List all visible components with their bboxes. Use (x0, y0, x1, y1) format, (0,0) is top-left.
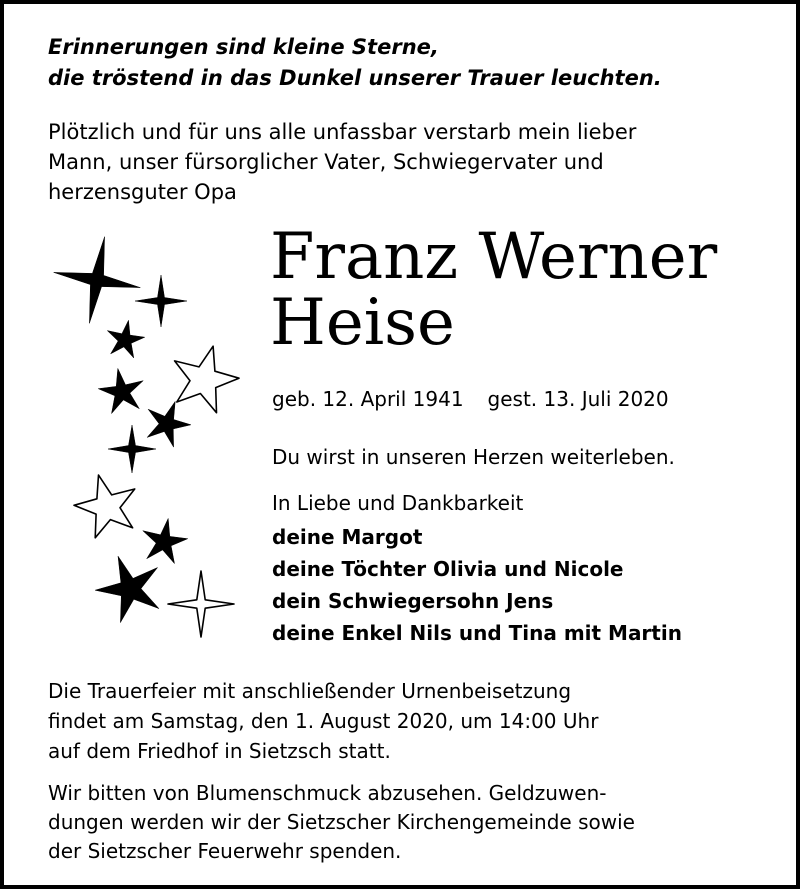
filled-star-icon (98, 368, 143, 413)
filled-star-icon (135, 275, 187, 327)
mourner-name: deine Margot (272, 525, 423, 549)
donation-line-2: dungen werden wir der Sietzscher Kirchengemeinde sowie (48, 810, 635, 834)
death-announcement (48, 117, 636, 207)
announcement-line-3: herzensguter Opa (48, 180, 237, 204)
memorial-motto: Du wirst in unseren Herzen weiterleben. (272, 445, 675, 469)
deceased-surname: Heise (270, 286, 455, 360)
funeral-details (48, 676, 598, 766)
donation-request (48, 779, 635, 866)
announcement-line-1: Plötzlich und für uns alle unfassbar verstarb mein lieber (48, 120, 637, 144)
donation-line-3: der Sietzscher Feuerwehr spenden. (48, 839, 402, 863)
filled-star-icon (143, 518, 188, 563)
mourner-name: dein Schwiegersohn Jens (272, 589, 554, 613)
filled-star-icon (54, 237, 141, 324)
announcement-line-2: Mann, unser fürsorglicher Vater, Schwiegervater und (48, 150, 604, 174)
mourners-intro: In Liebe und Dankbarkeit (272, 491, 524, 515)
filled-star-icon (147, 401, 191, 447)
outline-star-icon (168, 571, 234, 637)
filled-star-icon (107, 320, 145, 358)
mourner-name: deine Enkel Nils und Tina mit Martin (272, 621, 682, 645)
donation-line-1: Wir bitten von Blumenschmuck abzusehen. Geldzuwen- (48, 781, 607, 805)
funeral-line-1: Die Trauerfeier mit anschließender Urnenbeisetzung (48, 679, 572, 703)
birth-date: geb. 12. April 1941 (272, 387, 464, 411)
death-date: gest. 13. Juli 2020 (487, 387, 669, 411)
filled-star-icon (95, 556, 159, 623)
deceased-name (270, 220, 718, 360)
quote-line-1: Erinnerungen sind kleine Sterne, (48, 35, 439, 59)
funeral-line-3: auf dem Friedhof in Sietzsch statt. (48, 739, 391, 763)
mourner-name: deine Töchter Olivia und Nicole (272, 557, 624, 581)
quote-line-2: die tröstend in das Dunkel unserer Trauer leuchten. (48, 66, 662, 90)
filled-star-icon (108, 425, 156, 473)
memorial-quote (48, 32, 662, 94)
funeral-line-2: findet am Samstag, den 1. August 2020, um 14:00 Uhr (48, 709, 599, 733)
deceased-first-names: Franz Werner (270, 220, 718, 294)
life-dates (272, 386, 669, 412)
outline-star-icon (175, 346, 239, 413)
outline-star-icon (74, 475, 135, 538)
